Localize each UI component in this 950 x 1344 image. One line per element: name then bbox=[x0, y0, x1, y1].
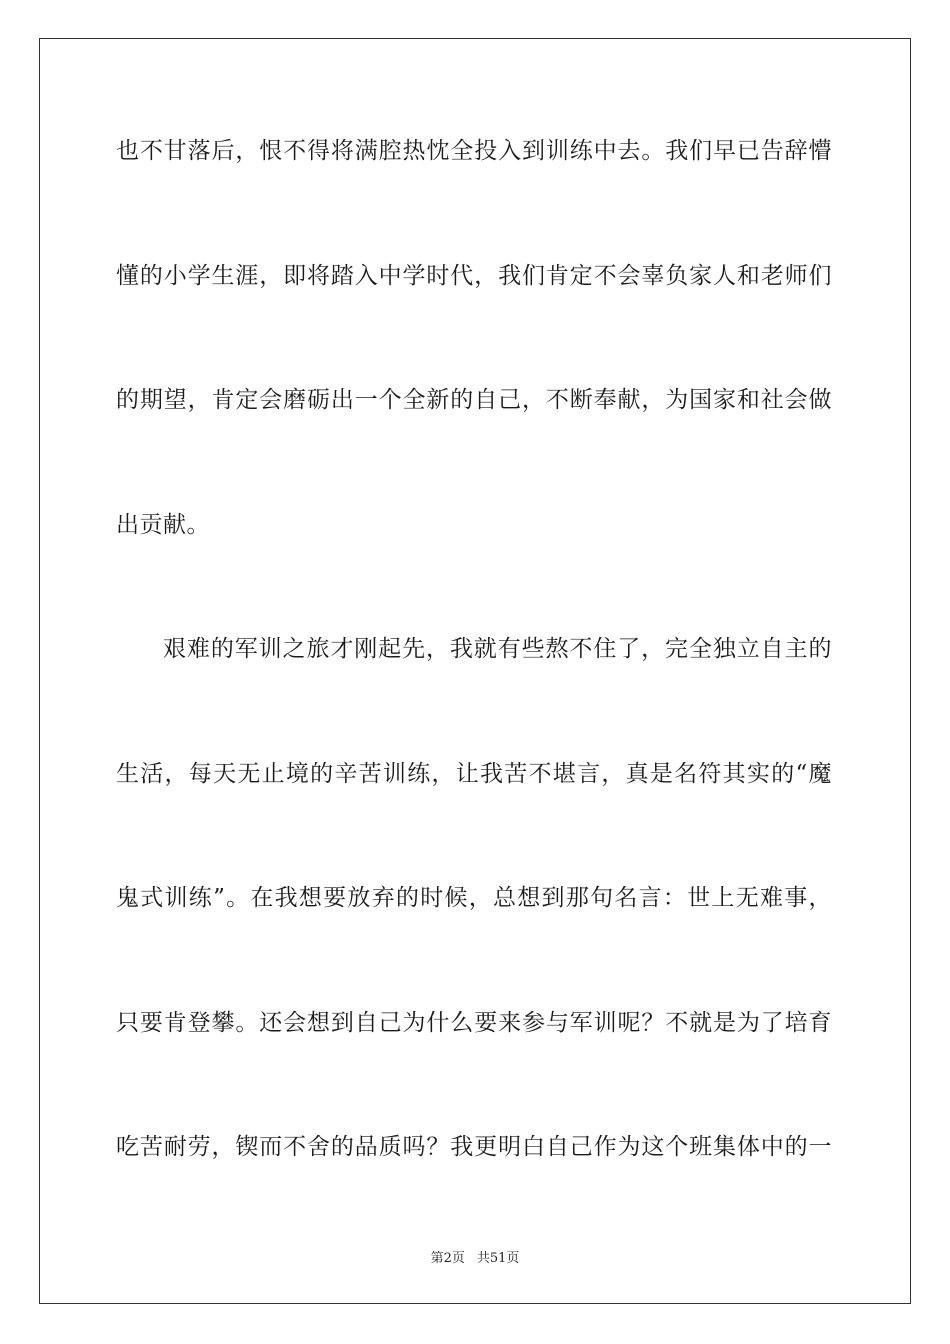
text-line-paragraph-start: 艰难的军训之旅才刚起先，我就有些熬不住了，完全独立自主的 bbox=[163, 636, 832, 662]
text-line: 的期望，肯定会磨砺出一个全新的自己，不断奉献，为国家和社会做 bbox=[116, 387, 832, 413]
text-line: 吃苦耐劳，锲而不舍的品质吗？我更明白自己作为这个班集体中的一 bbox=[116, 1134, 832, 1160]
text-line: 鬼式训练”。在我想要放弃的时候，总想到那句名言：世上无难事， bbox=[116, 885, 832, 911]
text-line: 也不甘落后，恨不得将满腔热忱全投入到训练中去。我们早已告辞懵 bbox=[116, 138, 832, 164]
page-footer bbox=[0, 1247, 950, 1266]
page-total: 共51页 bbox=[476, 1251, 520, 1266]
page-number: 第2页 bbox=[430, 1251, 465, 1266]
document-body bbox=[116, 120, 832, 1241]
text-line: 懂的小学生涯，即将踏入中学时代，我们肯定不会辜负家人和老师们 bbox=[116, 262, 832, 289]
text-line: 出贡献。 bbox=[116, 511, 210, 538]
text-line: 生活，每天无止境的辛苦训练，让我苦不堪言，真是名符其实的“魔 bbox=[116, 760, 832, 787]
text-line: 只要肯登攀。还会想到自己为什么要来参与军训呢？不就是为了培育 bbox=[116, 1009, 832, 1036]
